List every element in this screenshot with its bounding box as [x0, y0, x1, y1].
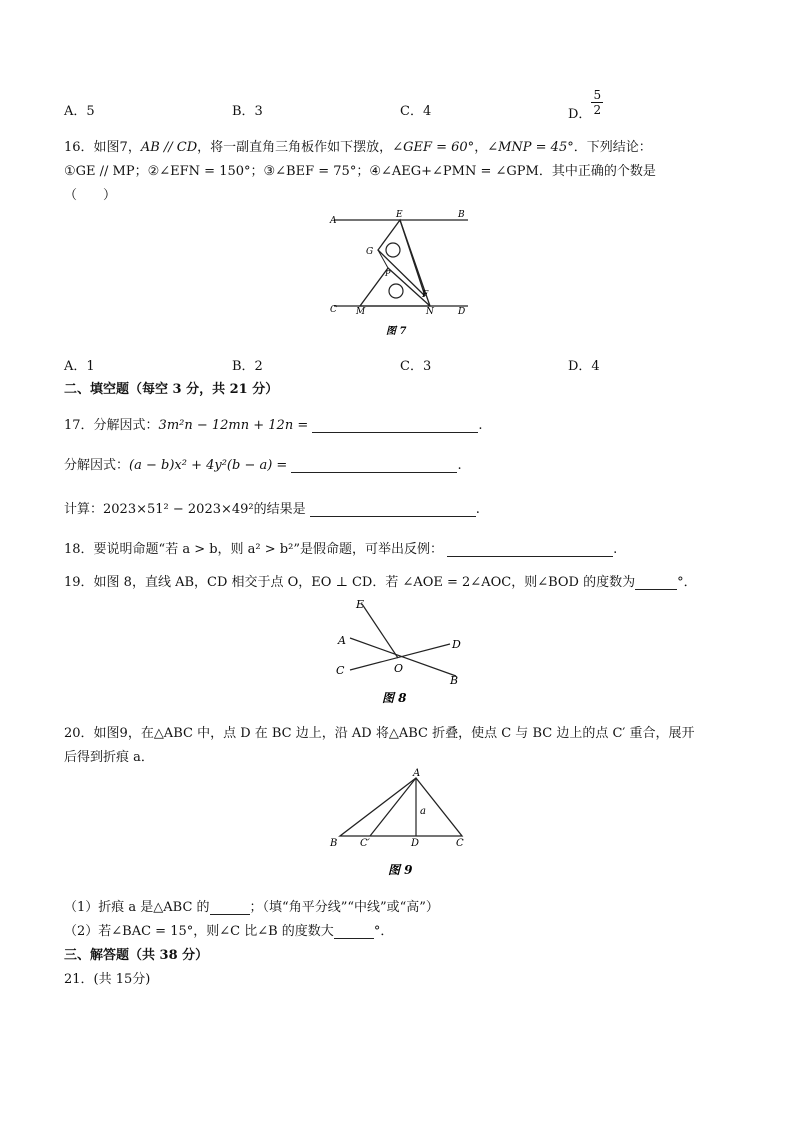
triangle-pmn [360, 268, 430, 306]
q19-line: 19．如图 8，直线 AB，CD 相交于点 O，EO ⊥ CD．若 ∠AOE = 2∠AOC，则∠BOD 的度数为 °． [64, 575, 697, 590]
label-a: A [338, 634, 346, 647]
answer-blank[interactable] [635, 575, 677, 590]
answer-blank[interactable] [312, 418, 478, 433]
q16-option-d: D．4 [568, 359, 600, 374]
q15-option-d: D． $\frac{5}{2}$ [568, 88, 602, 122]
q15-option-a: A．5 [64, 104, 95, 119]
label-b: B [450, 674, 459, 687]
q15-option-b: B．3 [232, 104, 263, 119]
figure-7-caption: 图 7 [386, 326, 407, 337]
q16-line2: ①GE // MP；②∠EFN = 150°；③∠BEF = 75°；④∠AEG+∠PMN = ∠GPM．其中正确的个数是 [64, 164, 656, 179]
q16-option-b: B．2 [232, 359, 263, 374]
q20-sub1: （1）折痕 a 是△ABC 的 ；（填“角平分线”“中线”或“高”） [64, 900, 439, 915]
figure-9 [322, 768, 472, 880]
label-e: E [396, 210, 403, 220]
section-3-heading: 三、解答题（共 38 分） [64, 948, 209, 963]
label-o: O [394, 662, 404, 675]
ray-oe [362, 604, 398, 658]
answer-blank[interactable] [291, 458, 457, 473]
label-a: A [330, 216, 337, 226]
q17-line2: 分解因式：(a − b)x² + 4y²(b − a) = . [64, 458, 462, 473]
q17-line3: 计算：2023×51² − 2023×49²的结果是 . [64, 502, 480, 517]
section-2-heading: 二、填空题（每空 3 分，共 21 分） [64, 382, 279, 397]
triangle-abc [340, 778, 462, 836]
q16-line1: 16．如图7，AB // CD，将一副直角三角板作如下摆放，∠GEF = 60°，∠MNP = 45°．下列结论： [64, 140, 652, 155]
q15-option-c: C．4 [400, 104, 432, 119]
label-fold-a: a [420, 806, 426, 817]
label-b: B [330, 838, 338, 849]
circle-hole-2 [389, 284, 403, 298]
answer-blank[interactable] [334, 924, 374, 939]
label-d: D [452, 638, 461, 651]
q18-line: 18．要说明命题“若 a > b，则 a² > b²”是假命题，可举出反例： . [64, 542, 618, 557]
q16-option-a: A．1 [64, 359, 95, 374]
label-b: B [458, 210, 465, 220]
label-c: C [456, 838, 464, 849]
label-g: G [366, 247, 374, 257]
q17-line1: 17．分解因式：3m²n − 12mn + 12n = . [64, 418, 483, 433]
label-e: E [356, 598, 365, 611]
figure-8 [326, 596, 476, 708]
fraction: $\frac{5}{2}$ [593, 88, 602, 117]
triangle-egf [378, 220, 425, 296]
label-p: P [385, 269, 391, 278]
answer-blank[interactable] [447, 542, 613, 557]
figure-8-caption: 图 8 [382, 691, 407, 705]
label-d: D [458, 307, 466, 317]
label-a: A [413, 768, 421, 779]
label-d: D [411, 838, 420, 849]
answer-blank[interactable] [210, 900, 250, 915]
q20-sub2: （2）若∠BAC = 15°，则∠C 比∠B 的度数大 °． [64, 924, 394, 939]
q20-line1: 20．如图9，在△ABC 中，点 D 在 BC 边上，沿 AD 将△ABC 折叠，使点 C 与 BC 边上的点 C′ 重合，展开 [64, 726, 695, 741]
label-c-prime: C′ [360, 838, 370, 849]
label-c: C [336, 664, 345, 677]
q21-heading: 21．(共 15分) [64, 972, 151, 987]
figure-7 [320, 208, 470, 340]
q16-line3: （ ） [64, 188, 117, 203]
label-m: M [356, 307, 366, 317]
label-n: N [426, 307, 434, 317]
label-f: F [422, 290, 429, 300]
answer-blank[interactable] [310, 502, 476, 517]
q20-line2: 后得到折痕 a． [64, 750, 154, 765]
label-c: C [330, 305, 337, 315]
circle-hole-1 [386, 243, 400, 257]
figure-9-caption: 图 9 [388, 863, 413, 877]
segment-ac1 [370, 778, 416, 836]
q16-option-c: C．3 [400, 359, 432, 374]
